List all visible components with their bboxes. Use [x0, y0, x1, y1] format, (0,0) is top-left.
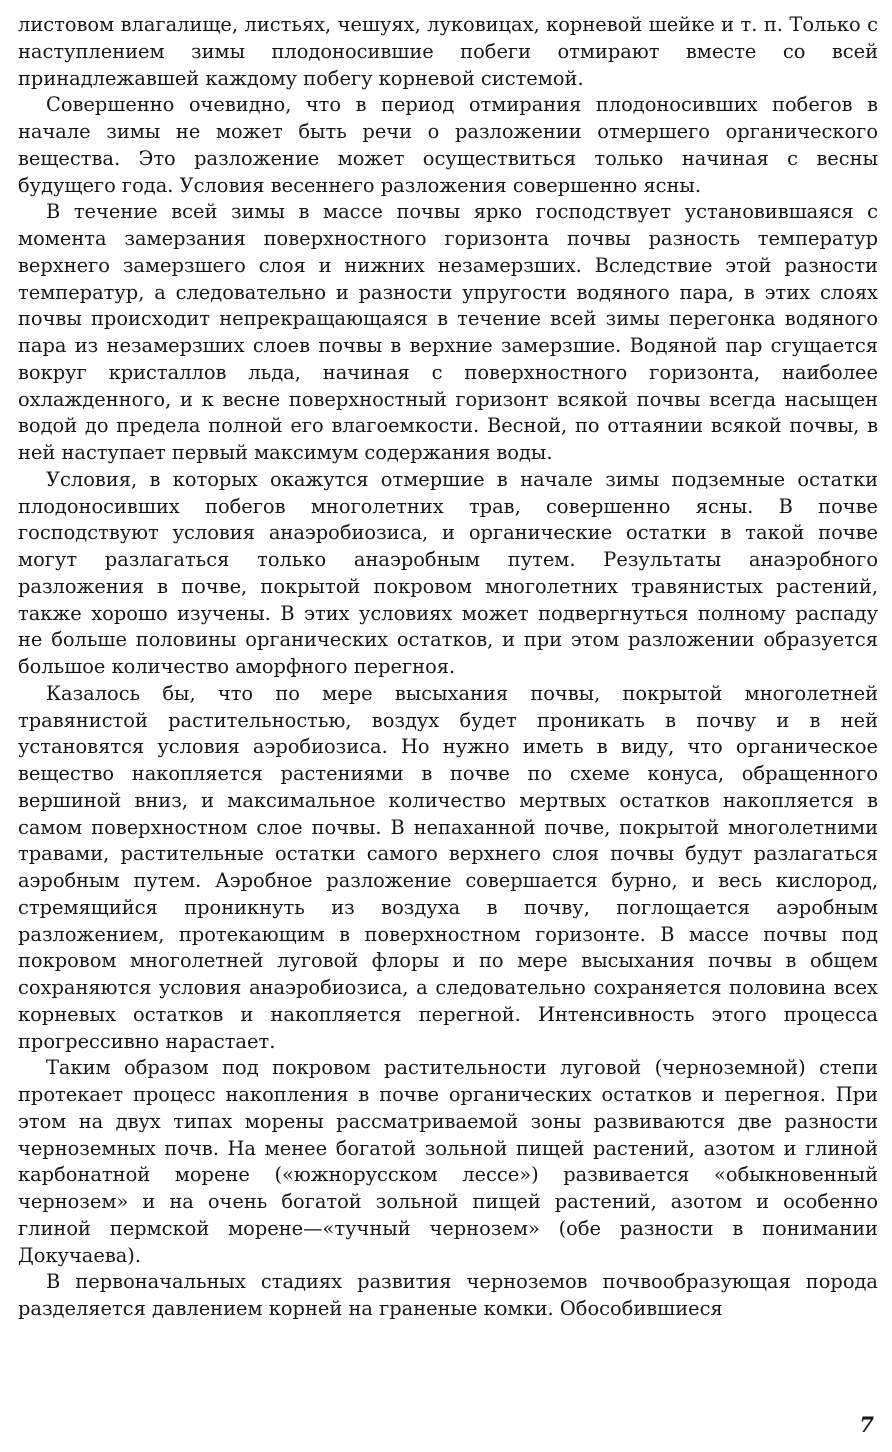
paragraph-anaerobic-conditions: Условия, в которых окажутся отмершие в начале зимы подземные остатки плодоносивших побегов многолетних трав, совершенно ясны. В почве господствуют условия анаэробиозиса, и органические остатки в такой почве могут разлагаться только анаэробным путем. Результаты анаэробного разложения в почве, покрытой покровом многолетних травянистых растений, также хорошо изучены. В этих условиях может подвергнуться полному распаду не больше половины органических остатков, и при этом разложении образуется большое количество аморфного перегноя. — [18, 467, 878, 678]
paragraph-winter-vapor: В течение всей зимы в массе почвы ярко господствует установившаяся с момента замерзания поверхностного горизонта почвы разность температур верхнего замерзшего слоя и нижних незамерзших. Вследствие этой разности температур, а следовательно и разности упругости водяного пара, в этих слоях почвы происходит непрекращающаяся в течение всей зимы перегонка водяного пара из незамерзших слоев почвы в верхние замерзшие. Водяной пар сгущается вокруг кристаллов льда, начиная с поверхностного горизонта, наиболее охлажденного, и к весне поверхностный горизонт всякой почвы всегда насыщен водой до предела полной его влагоемкости. Весной, по оттаянии всякой почвы, в ней наступает первый максимум содержания воды. — [18, 200, 878, 464]
paragraph-aerobic-layer: Казалось бы, что по мере высыхания почвы, покрытой многолетней травянистой растительностью, воздух будет проникать в почву и в ней установятся условия аэробиозиса. Но нужно иметь в виду, что органическое вещество накопляется растениями в почве по схеме конуса, обращенного вершиной вниз, и максимальное количество мертвых остатков накопляется в самом поверхностном слое почвы. В непаханной почве, покрытой многолетними травами, растительные остатки самого верхнего слоя почвы будут разлагаться аэробным путем. Аэробное разложение совершается бурно, и весь кислород, стремящийся проникнуть из воздуха в почву, поглощается аэробным разложением, протекающим в поверхностном горизонте. В массе почвы под покровом многолетней луговой флоры и по мере высыхания почвы в общем сохраняются условия анаэробиозиса, а следовательно сохраняется половина всех корневых остатков и накопляется перегной. Интенсивность этого процесса прогрессивно нарастает. — [18, 681, 878, 1053]
paragraph-continuation: листовом влагалище, листьях, чешуях, луковицах, корневой шейке и т. п. Только с наступлением зимы плодоносившие побеги отмирают вместе со всей принадлежавшей каждому побегу корневой системой. — [18, 13, 878, 90]
paragraph-decomposition-period: Совершенно очевидно, что в период отмирания плодоносивших побегов в начале зимы не может быть речи о разложении отмершего органического вещества. Это разложение может осуществиться только начиная с весны будущего года. Условия весеннего разложения совершенно ясны. — [18, 93, 878, 197]
paragraph-chernozem-types: Таким образом под покровом растительности луговой (черноземной) степи протекает процесс накопления в почве органических остатков и перегноя. При этом на двух типах морены рассматриваемой зоны развиваются две разности черноземных почв. На менее богатой зольной пищей растений, азотом и глиной карбонатной морене («южнорусском лессе») развивается «обыкновенный чернозем» и на очень богатой зольной пищей растений, азотом и особенно глиной пермской морене—«тучный чернозем» (обе разности в понимании Докучаева). — [18, 1056, 878, 1267]
page-number: 7 — [859, 1412, 874, 1437]
paragraph-initial-stages: В первоначальных стадиях развития черноземов почвообразующая порода разделяется давлением корней на граненые комки. Обособившиеся — [18, 1270, 878, 1320]
document-page — [18, 12, 878, 1323]
